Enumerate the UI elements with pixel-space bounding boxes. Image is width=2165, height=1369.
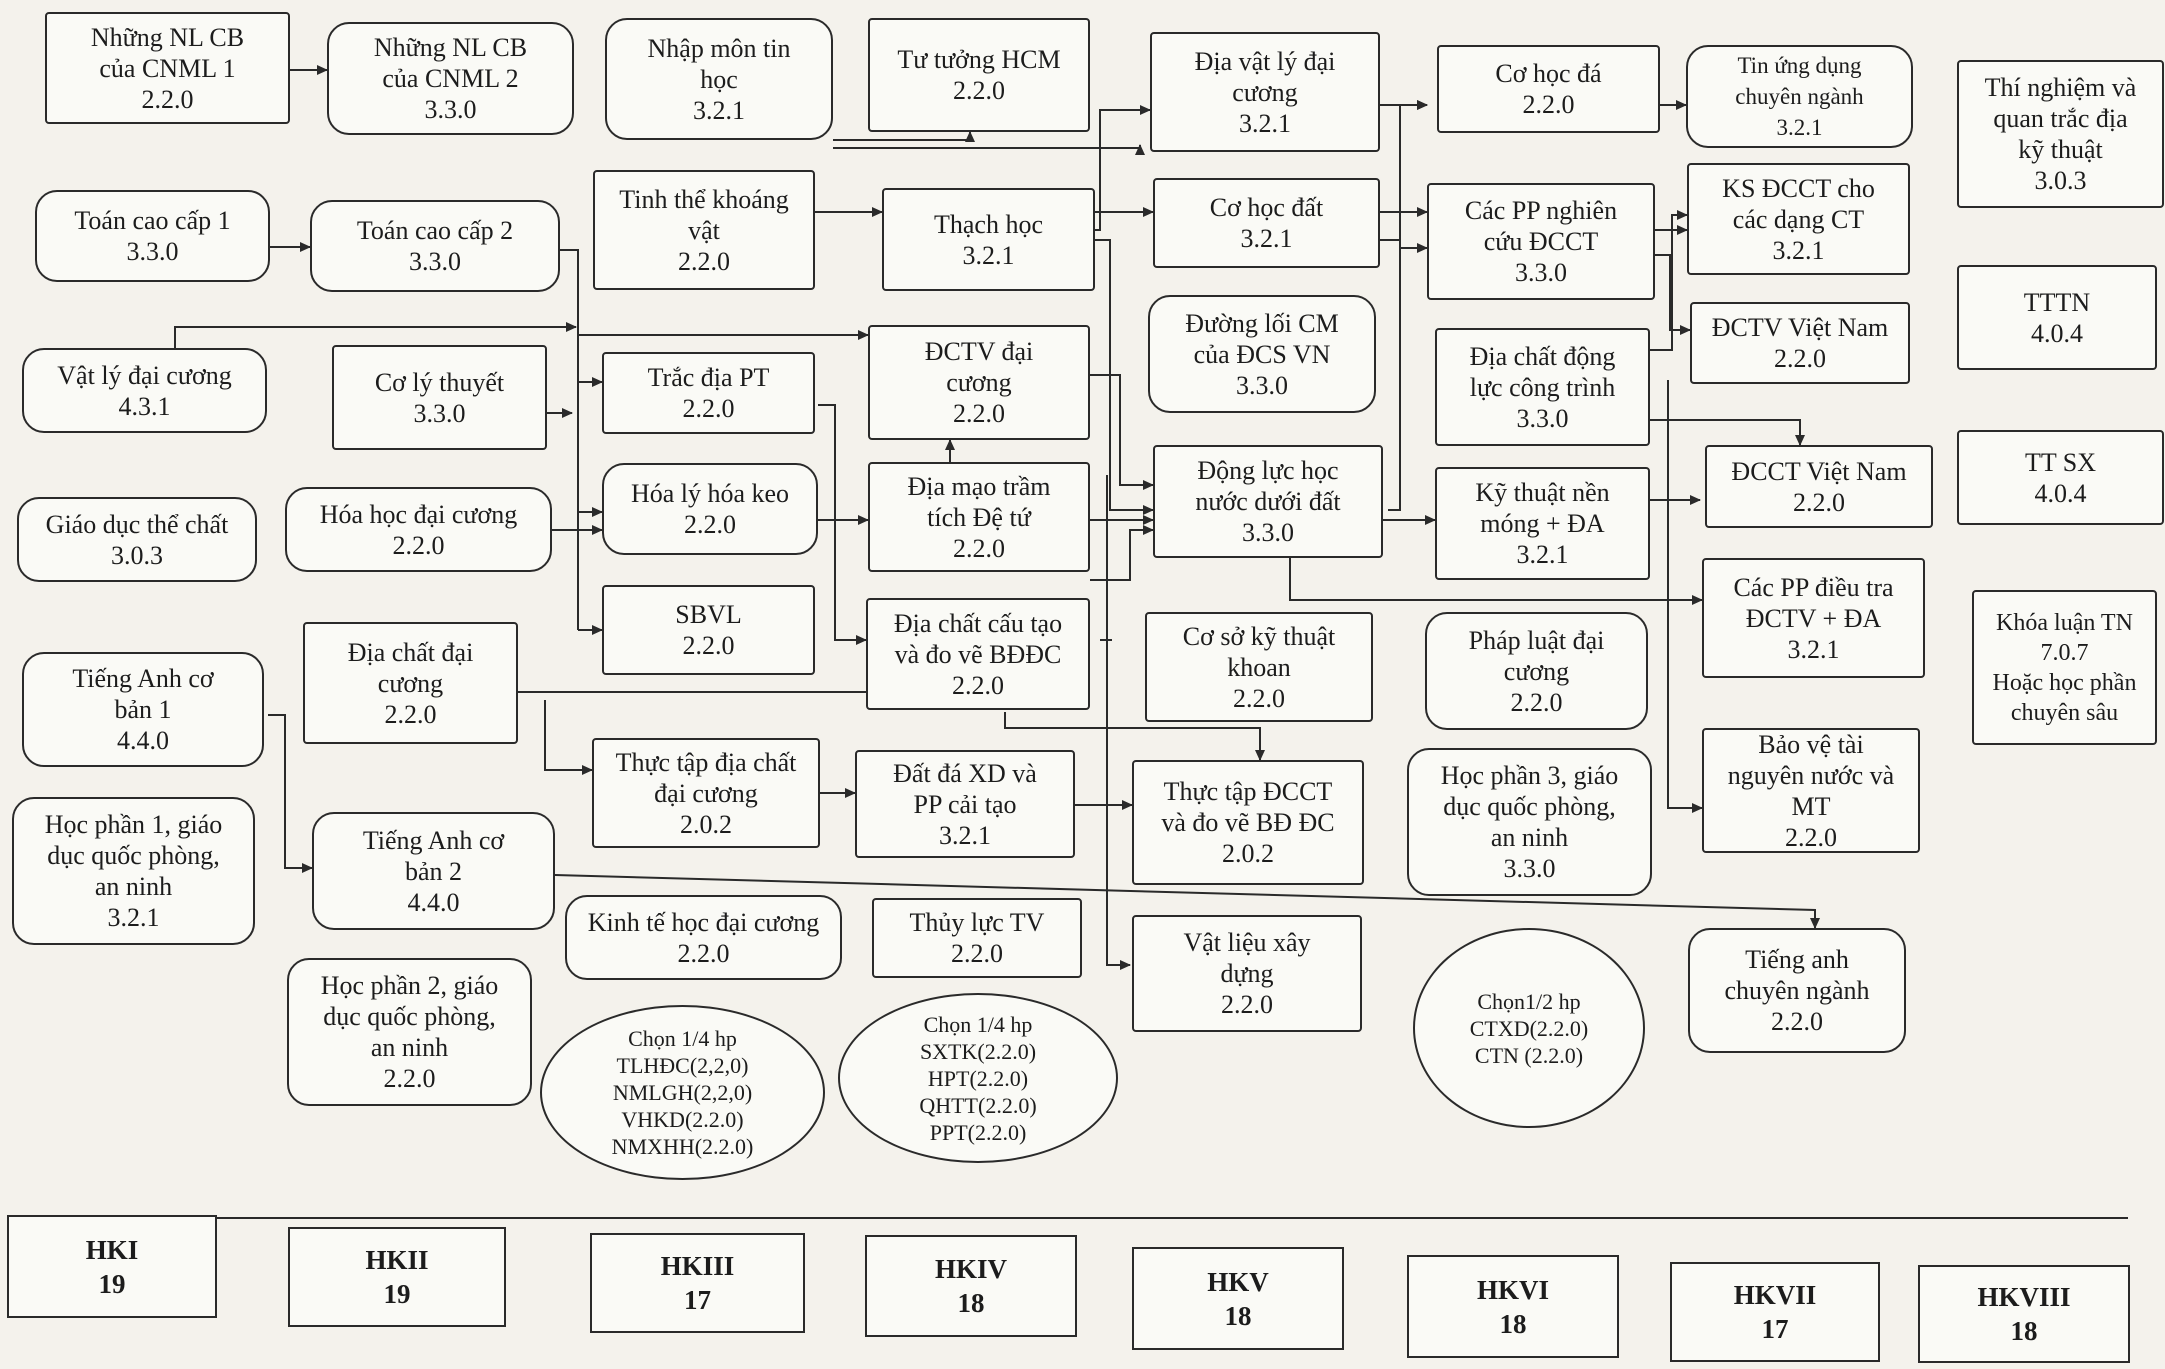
semester-credits: 18 [1499, 1308, 1527, 1339]
course-name: Tiếng anh chuyên ngành [1724, 945, 1870, 1005]
course-name: Tin ứng dụng chuyên ngành [1735, 53, 1864, 109]
semester-credits: 17 [684, 1285, 711, 1315]
course-credits: 3.3.0 [1503, 854, 1556, 883]
elective-title: Chọn 1/4 hp [628, 1026, 737, 1051]
course-hoc-phan-1-qp [12, 797, 255, 945]
semester-hk6 [1407, 1255, 1619, 1358]
course-hoc-phan-2-qp [287, 958, 532, 1106]
semester-hk8 [1918, 1265, 2130, 1363]
course-name: Khóa luận TN 7.0.7 Hoặc học phần chuyên sâu [1992, 609, 2137, 726]
course-name: Đất đá XD và PP cải tạo [893, 758, 1037, 819]
course-name: Cơ học đất [1209, 193, 1324, 222]
elective-option: NMXHH(2.2.0) [611, 1134, 754, 1159]
course-dia-chat-cau-tao [866, 598, 1090, 710]
course-tttn [1957, 265, 2157, 370]
elective-title: Chọn 1/4 hp [923, 1011, 1033, 1037]
course-credits: 3.2.1 [939, 820, 991, 850]
elective-option: TLHĐC(2,2,0) [616, 1053, 749, 1078]
semester-name: HKVII [1733, 1280, 1817, 1310]
arrow-ntinhoc-dvlydc [833, 145, 1140, 148]
course-nlcb2 [327, 22, 574, 135]
semester-hk5 [1132, 1247, 1344, 1350]
course-name: Động lực học nước dưới đất [1195, 456, 1341, 516]
course-credits: 3.2.1 [1238, 108, 1291, 138]
course-credits: 2.2.0 [384, 699, 437, 729]
course-credits: 3.3.0 [1242, 518, 1294, 547]
course-thach-hoc [882, 188, 1095, 291]
course-name: Hóa học đại cương [319, 499, 518, 529]
course-name: Thủy lực TV [909, 908, 1045, 937]
course-name: Thực tập ĐCCT và đo vẽ BĐ ĐC [1161, 777, 1335, 837]
course-name: Tinh thể khoáng vật [619, 184, 789, 245]
course-name: Cơ lý thuyết [374, 367, 505, 397]
course-credits: 2.2.0 [677, 938, 730, 968]
course-name: Thực tập địa chất đại cương [615, 747, 797, 808]
course-nhap-mon-tin-hoc [605, 18, 833, 140]
semester-divider [10, 1217, 2128, 1219]
course-name: Học phần 3, giáo dục quốc phòng, an ninh [1440, 761, 1619, 852]
semester-hk1 [7, 1215, 217, 1318]
arrow-dcdl-baove [1668, 380, 1702, 808]
course-dat-da-xd [855, 750, 1075, 858]
semester-name: HKII [365, 1245, 429, 1275]
course-dcct-viet-nam [1705, 445, 1933, 528]
arrow-thachhoc-down [1095, 240, 1153, 510]
course-credits: 3.2.1 [1516, 540, 1569, 569]
course-co-so-ky-thuat-khoan [1145, 612, 1373, 722]
course-nlcb1 [45, 12, 290, 124]
course-name: Trắc địa PT [647, 363, 770, 392]
course-dia-chat-dai-cuong [303, 622, 518, 744]
course-name: Thạch học [933, 209, 1043, 239]
course-pp-dieu-tra [1702, 558, 1925, 678]
course-credits: 3.2.1 [962, 240, 1015, 270]
course-credits: 2.2.0 [678, 246, 730, 276]
course-credits: 3.2.1 [1787, 634, 1840, 664]
course-name: Các PP nghiên cứu ĐCCT [1464, 196, 1618, 256]
course-vat-ly-dai-cuong [22, 348, 267, 433]
course-name: Các PP điều tra ĐCTV + ĐA [1733, 572, 1894, 633]
arrow-dcdl-ksdcct [1650, 215, 1687, 350]
course-credits: 2.2.0 [1785, 822, 1837, 852]
course-credits: 2.2.0 [1232, 683, 1285, 713]
course-name: Hóa lý hóa keo [630, 479, 790, 508]
course-dctv-viet-nam [1690, 302, 1910, 384]
course-name: Địa vật lý đại cương [1194, 46, 1336, 107]
course-credits: 3.3.0 [126, 237, 179, 266]
semester-name: HKVI [1476, 1274, 1549, 1305]
course-name: Tư tưởng HCM [897, 45, 1061, 74]
course-dia-mao [868, 462, 1090, 572]
course-tieng-anh-2 [312, 812, 555, 930]
course-phap-luat [1425, 612, 1648, 730]
course-name: TTTN [2023, 287, 2091, 317]
course-tin-ung-dung [1686, 45, 1913, 148]
semester-hk7 [1670, 1262, 1880, 1362]
course-credits: 2.2.0 [1793, 487, 1845, 517]
course-name: Những NL CB của CNML 1 [90, 22, 245, 83]
course-credits: 3.3.0 [424, 95, 477, 124]
arrow-tcc2-down [560, 250, 578, 630]
course-name: Tiếng Anh cơ bản 2 [362, 825, 505, 886]
semester-credits: 19 [383, 1279, 411, 1309]
course-credits: 3.2.1 [107, 903, 160, 932]
course-credits: 2.2.0 [682, 631, 735, 660]
arrow-dctv-dlh [1090, 375, 1153, 485]
elective-option: NMLGH(2,2,0) [612, 1080, 753, 1105]
course-thi-nghiem [1957, 60, 2164, 208]
course-trac-dia-pt [602, 352, 815, 434]
course-name: Toán cao cấp 1 [74, 206, 231, 235]
course-name: Những NL CB của CNML 2 [373, 33, 528, 93]
course-credits: 2.2.0 [141, 84, 194, 114]
course-name: Cơ sở kỹ thuật khoan [1182, 621, 1336, 682]
course-name: TT SX [2024, 447, 2097, 477]
arrow-colA-up [1388, 105, 1427, 510]
elective-option: SXTK(2.2.0) [919, 1038, 1037, 1064]
course-name: Bảo vệ tài nguyên nước và MT [1727, 729, 1895, 821]
course-dctv-dai-cuong [868, 325, 1090, 440]
course-credits: 4.4.0 [117, 726, 169, 755]
course-name: Tiếng Anh cơ bản 1 [72, 664, 214, 724]
arrow-tracdia-dctv [818, 405, 866, 640]
course-credits: 2.2.0 [952, 533, 1005, 563]
arrow-ntinhoc-tthcm [833, 132, 970, 140]
course-name: Giáo dục thể chất [45, 509, 229, 539]
semester-hk2 [288, 1227, 506, 1327]
arrow-dcdc-ttdc [545, 700, 592, 770]
course-co-hoc-da [1437, 45, 1660, 133]
course-credits: 2.2.0 [1522, 90, 1575, 119]
course-name: Vật liệu xây dựng [1183, 928, 1311, 988]
course-name: Học phần 2, giáo dục quốc phòng, an ninh [320, 971, 499, 1062]
course-name: KS ĐCCT cho các dạng CT [1722, 173, 1875, 234]
course-name: Địa chất đại cương [347, 637, 474, 698]
course-credits: 3.2.1 [1776, 115, 1823, 140]
arrow-cohocdat-ppnc2 [1380, 240, 1427, 248]
course-credits: 2.2.0 [1771, 1007, 1823, 1036]
course-credits: 3.3.0 [1516, 403, 1569, 433]
semester-hk3 [590, 1233, 805, 1333]
course-credits: 2.2.0 [1510, 687, 1563, 717]
elective-option: QHTT(2.2.0) [919, 1092, 1037, 1118]
arrow-dccautao-dlh [1090, 530, 1153, 580]
course-credits: 3.3.0 [1514, 258, 1567, 287]
course-dia-chat-dong-luc [1435, 328, 1650, 446]
course-credits: 4.4.0 [407, 887, 460, 917]
course-tieng-anh-1 [22, 652, 264, 767]
semester-hk4 [865, 1235, 1077, 1337]
course-name: Địa mạo trầm tích Đệ tứ [907, 471, 1051, 532]
course-bao-ve-tai-nguyen [1702, 728, 1920, 853]
course-co-hoc-dat [1153, 178, 1380, 268]
course-name: Kinh tế học đại cương [587, 907, 820, 937]
course-name: Vật lý đại cương [57, 360, 232, 390]
course-pp-nghien-cuu [1427, 183, 1655, 300]
course-hoa-ly-hoa-keo [602, 463, 818, 555]
course-hoc-phan-3-qp [1407, 748, 1652, 896]
course-credits: 2.2.0 [682, 394, 735, 423]
course-credits: 3.3.0 [1236, 370, 1288, 400]
course-credits: 2.2.0 [952, 399, 1005, 428]
course-thuc-tap-dia-chat [592, 738, 820, 848]
course-name: Đường lối CM của ĐCS VN [1185, 308, 1339, 369]
course-dia-vat-ly [1150, 32, 1380, 152]
course-credits: 2.2.0 [1774, 344, 1826, 373]
arrow-ppnc-dctvvn [1655, 255, 1690, 330]
course-co-ly-thuyet [332, 345, 547, 450]
course-tu-tuong-hcm [868, 18, 1090, 132]
elective-option: CTN (2.2.0) [1474, 1042, 1584, 1068]
course-kinh-te-hoc [565, 895, 842, 980]
course-name: Cơ học đá [1495, 59, 1602, 88]
course-credits: 2.2.0 [951, 939, 1003, 968]
course-toan-cao-cap-1 [35, 190, 270, 282]
course-name: SBVL [675, 600, 742, 629]
course-name: Pháp luật đại cương [1468, 625, 1605, 686]
course-credits: 3.3.0 [413, 398, 466, 428]
course-credits: 2.2.0 [1220, 990, 1273, 1019]
course-credits: 2.2.0 [684, 510, 736, 539]
course-credits: 4.3.1 [118, 391, 171, 421]
elective-option: PPT(2.2.0) [929, 1119, 1027, 1145]
course-vat-lieu-xay-dung [1132, 915, 1362, 1032]
course-name: Địa chất cấu tạo và đo vẽ BĐĐC [893, 608, 1063, 669]
course-credits: 2.2.0 [952, 670, 1004, 700]
course-name: ĐCTV đại cương [924, 337, 1034, 397]
semester-credits: 17 [1761, 1314, 1789, 1344]
elective-group-1 [540, 1005, 825, 1180]
semester-credits: 18 [957, 1288, 985, 1318]
elective-group-3 [1413, 928, 1645, 1128]
course-ks-dcct [1687, 163, 1910, 275]
course-name: Toán cao cấp 2 [356, 216, 514, 245]
semester-name: HKIII [660, 1251, 735, 1281]
course-credits: 4.0.4 [2030, 318, 2083, 348]
arrow-thachhoc-dvly [1095, 110, 1150, 230]
course-name: Kỹ thuật nền móng + ĐA [1475, 478, 1610, 538]
course-name: Thí nghiệm và quan trắc địa kỹ thuật [1984, 73, 2137, 164]
course-credits: 3.2.1 [1772, 235, 1825, 265]
course-thuy-luc-tv [872, 898, 1082, 978]
course-credits: 3.0.3 [2034, 166, 2087, 195]
course-name: ĐCCT Việt Nam [1731, 456, 1907, 486]
course-credits: 2.2.0 [383, 1064, 436, 1093]
arrow-dcdl-dcctvn [1650, 420, 1800, 445]
elective-option: CTXD(2.2.0) [1469, 1015, 1589, 1041]
course-toan-cao-cap-2 [310, 200, 560, 292]
course-credits: 4.0.4 [2034, 478, 2087, 508]
course-tt-sx [1957, 430, 2164, 525]
course-name: Địa chất động lực công trình [1469, 341, 1616, 402]
elective-option: HPT(2.2.0) [927, 1065, 1029, 1091]
elective-group-2 [838, 993, 1118, 1163]
course-name: Học phần 1, giáo dục quốc phòng, an ninh [44, 810, 223, 901]
course-credits: 3.2.1 [1240, 224, 1293, 253]
course-credits: 2.0.2 [679, 809, 732, 839]
course-duong-loi-cm [1148, 295, 1376, 413]
course-name: ĐCTV Việt Nam [1711, 313, 1889, 342]
elective-option: VHKD(2.2.0) [621, 1107, 744, 1132]
arrow-thuyluc-vatlieu [1107, 475, 1130, 965]
course-tieng-anh-chuyen-nganh [1688, 928, 1906, 1053]
course-credits: 3.2.1 [693, 95, 745, 125]
semester-credits: 18 [2010, 1316, 2038, 1346]
course-credits: 2.0.2 [1221, 839, 1274, 868]
course-credits: 2.2.0 [953, 76, 1005, 105]
course-tinh-the [593, 170, 815, 290]
semester-credits: 19 [98, 1268, 126, 1299]
course-hoa-hoc-dai-cuong [285, 487, 552, 572]
course-credits: 2.2.0 [392, 530, 445, 560]
semester-name: HKVIII [1977, 1282, 2071, 1312]
course-sbvl [602, 585, 815, 675]
semester-name: HKV [1207, 1266, 1269, 1297]
elective-title: Chọn1/2 hp [1477, 988, 1581, 1014]
course-khoa-luan [1972, 590, 2157, 745]
semester-name: HKI [85, 1234, 139, 1265]
course-credits: 3.3.0 [409, 247, 461, 276]
course-giao-duc-the-chat [17, 497, 257, 582]
course-credits: 3.0.3 [111, 540, 163, 570]
course-ky-thuat-nen-mong [1435, 467, 1650, 580]
semester-name: HKIV [934, 1254, 1007, 1284]
course-thuc-tap-dcct [1132, 760, 1364, 885]
semester-credits: 18 [1224, 1300, 1252, 1331]
course-name: Nhập môn tin học [647, 33, 791, 94]
course-dong-luc-hoc-nuoc [1153, 445, 1383, 558]
